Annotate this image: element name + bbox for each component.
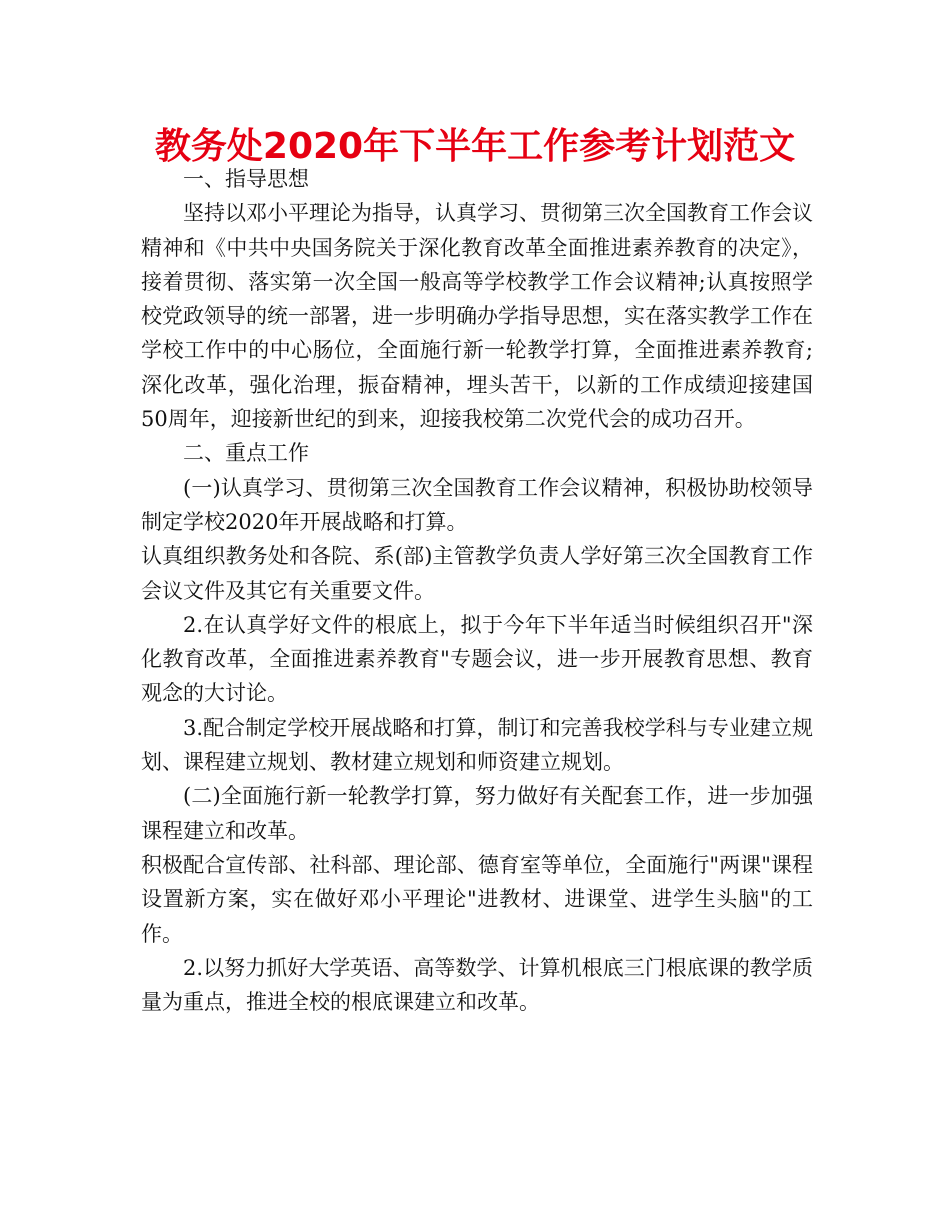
paragraph: 3.配合制定学校开展战略和打算，制订和完善我校学科与专业建立规划、课程建立规划、教材建立规划和师资建立规划。	[141, 715, 813, 775]
paragraph: 积极配合宣传部、社科部、理论部、德育室等单位，全面施行"两课"课程设置新方案，实在做好邓小平理论"进教材、进课堂、进学生头脑"的工作。	[141, 852, 813, 946]
paragraph: 认真组织教务处和各院、系(部)主管教学负责人学好第三次全国教育工作会议文件及其它有关重要文件。	[141, 544, 813, 603]
document-title: 教务处2020年下半年工作参考计划范文	[154, 126, 796, 167]
paragraph: 2.在认真学好文件的根底上，拟于今年下半年适当时候组织召开"深化教育改革，全面推进素养教育"专题会议，进一步开展教育思想、教育观念的大讨论。	[141, 612, 813, 706]
document-body	[141, 162, 813, 1019]
paragraph: 坚持以邓小平理论为指导，认真学习、贯彻第三次全国教育工作会议精神和《中共中央国务院关于深化教育改革全面推进素养教育的决定》，接着贯彻、落实第一次全国一般高等学校教学工作会议精神;认真按照学校党政领导的统一部署，进一步明确办学指导思想，实在落实教学工作在学校工作中的中心肠位，全面施行新一轮教学打算，全面推进素养教育;深化改革，强化治理，振奋精神，埋头苦干，以新的工作成绩迎接建国50周年，迎接新世纪的到来，迎接我校第二次党代会的成功召开。	[141, 201, 813, 432]
paragraph: 二、重点工作	[183, 441, 309, 466]
paragraph: (二)全面施行新一轮教学打算，努力做好有关配套工作，进一步加强课程建立和改革。	[141, 784, 813, 843]
paragraph: (一)认真学习、贯彻第三次全国教育工作会议精神，积极协助校领导制定学校2020年开展战略和打算。	[141, 475, 813, 534]
paragraph: 一、指导思想	[183, 167, 309, 191]
paragraph: 2.以努力抓好大学英语、高等数学、计算机根底三门根底课的教学质量为重点，推进全校的根底课建立和改革。	[141, 955, 813, 1015]
